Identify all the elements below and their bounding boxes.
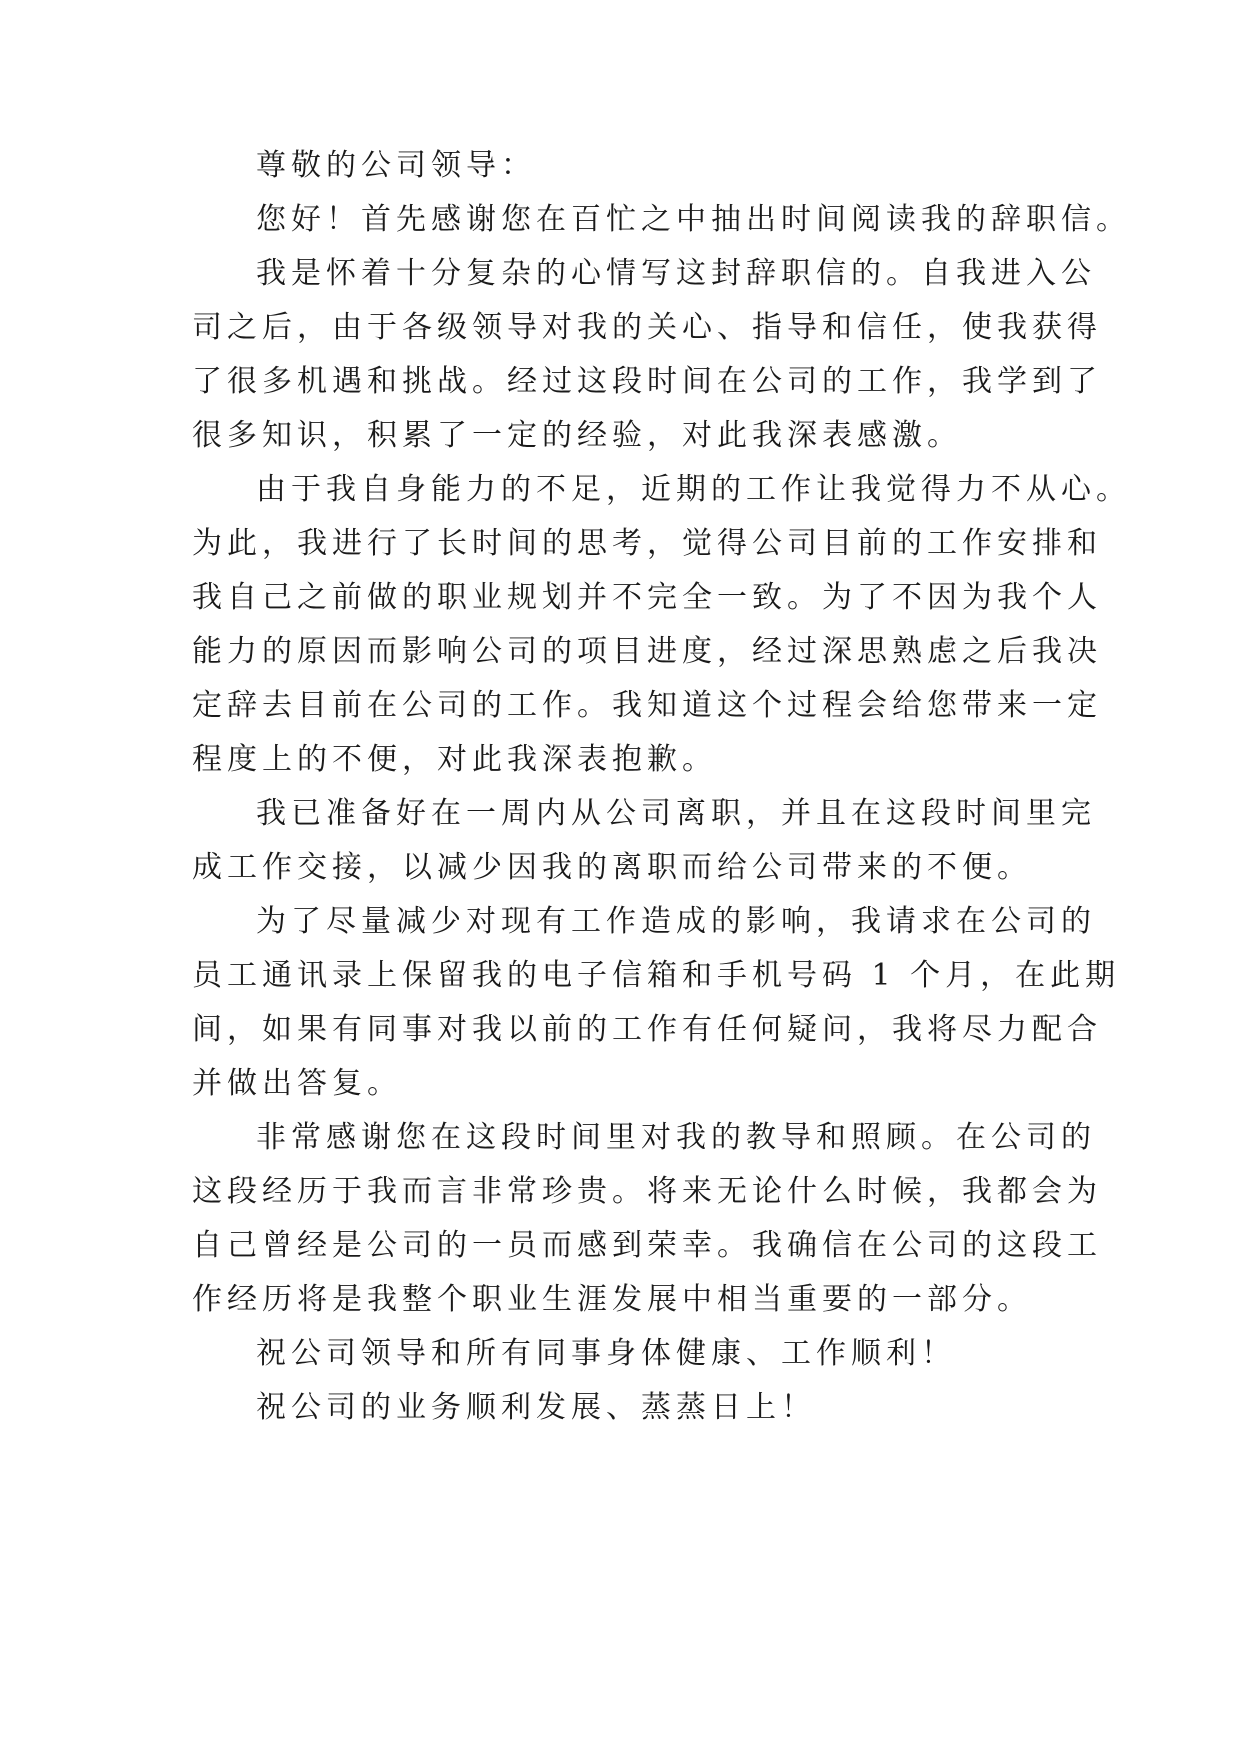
paragraph-3-line-5: 定辞去目前在公司的工作。我知道这个过程会给您带来一定 [192,688,1102,723]
paragraph-2-line-3: 了很多机遇和挑战。经过这段时间在公司的工作，我学到了 [192,364,1102,399]
paragraph-2-line-2: 司之后，由于各级领导对我的关心、指导和信任，使我获得 [192,310,1102,345]
paragraph-3-line-2: 为此，我进行了长时间的思考，觉得公司目前的工作安排和 [192,526,1102,561]
paragraph-6-line-4: 作经历将是我整个职业生涯发展中相当重要的一部分。 [192,1282,1032,1317]
paragraph-5-line-2: 员工通讯录上保留我的电子信箱和手机号码 1 个月，在此期 [192,958,1121,993]
paragraph-4-line-1: 我已准备好在一周内从公司离职，并且在这段时间里完 [256,796,1096,831]
paragraph-3-line-3: 我自己之前做的职业规划并不完全一致。为了不因为我个人 [192,580,1102,615]
paragraph-5-line-3: 间，如果有同事对我以前的工作有任何疑问，我将尽力配合 [192,1012,1102,1047]
salutation: 尊敬的公司领导： [256,148,536,183]
paragraph-greeting-line: 您好！首先感谢您在百忙之中抽出时间阅读我的辞职信。 [256,202,1131,237]
paragraph-3-line-1: 由于我自身能力的不足，近期的工作让我觉得力不从心。 [256,472,1131,507]
paragraph-4-line-2: 成工作交接，以减少因我的离职而给公司带来的不便。 [192,850,1032,885]
paragraph-5-line-1: 为了尽量减少对现有工作造成的影响，我请求在公司的 [256,904,1096,939]
paragraph-3-line-4: 能力的原因而影响公司的项目进度，经过深思熟虑之后我决 [192,634,1102,669]
paragraph-2-line-4: 很多知识，积累了一定的经验，对此我深表感激。 [192,418,962,453]
paragraph-5-line-4: 并做出答复。 [192,1066,402,1101]
paragraph-6-line-3: 自己曾经是公司的一员而感到荣幸。我确信在公司的这段工 [192,1228,1102,1263]
paragraph-6-line-1: 非常感谢您在这段时间里对我的教导和照顾。在公司的 [256,1120,1096,1155]
paragraph-2-line-1: 我是怀着十分复杂的心情写这封辞职信的。自我进入公 [256,256,1096,291]
paragraph-3-line-6: 程度上的不便，对此我深表抱歉。 [192,742,717,777]
paragraph-6-line-2: 这段经历于我而言非常珍贵。将来无论什么时候，我都会为 [192,1174,1102,1209]
wish-line-2: 祝公司的业务顺利发展、蒸蒸日上！ [256,1390,816,1425]
wish-line-1: 祝公司领导和所有同事身体健康、工作顺利！ [256,1336,956,1371]
